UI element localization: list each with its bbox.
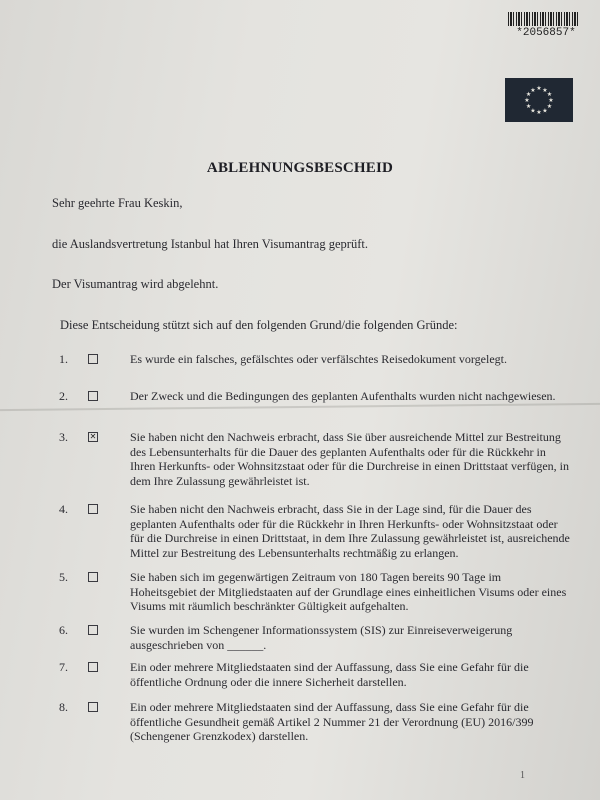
flag-star-icon: ★ [536, 110, 542, 117]
ground-number: 1. [59, 352, 68, 366]
ground-text: Der Zweck und die Bedingungen des geplanten Aufenthalts wurden nicht nachgewiesen. [130, 389, 556, 403]
ground-number: 7. [59, 660, 68, 674]
ground-text: Ein oder mehrere Mitgliedstaaten sind der Auffassung, dass Sie eine Gefahr für die öffentliche Gesundheit gemäß Artikel 2 Nummer 21 der Verordnung (EU) 2016/399 (Schengener Grenzkodex) darstellen. [130, 700, 534, 743]
flag-star-icon: ★ [530, 87, 536, 94]
flag-star-icon: ★ [525, 92, 532, 99]
flag-star-icon: ★ [524, 98, 530, 105]
ground-number: 8. [59, 700, 68, 714]
ground-checkbox [88, 354, 98, 364]
ground-text: Sie haben nicht den Nachweis erbracht, dass Sie in der Lage sind, für die Dauer des geplanten Aufenthalts oder für die Rückkehr in Ihren Herkunfts- oder Wohnsitzstaat oder für die Durchreise in einen Drittstaat, in dem Ihre Zulassung gewährleistet ist, ausreichende Mittel zur Bestreitung des Lebensunterhalts rechtmäßig zu erlangen. [130, 502, 570, 560]
ground-checkbox [88, 391, 98, 401]
ground-checkbox [88, 662, 98, 672]
paper-fold [0, 403, 600, 411]
eu-flag-icon [505, 78, 573, 122]
flag-star-icon: ★ [542, 108, 548, 115]
flag-star-icon: ★ [548, 98, 554, 105]
ground-number: 4. [59, 502, 68, 516]
ground-number: 2. [59, 389, 68, 403]
page-mark: 1 [520, 770, 525, 781]
intro-text: die Auslandsvertretung Istanbul hat Ihren Visumantrag geprüft. [52, 237, 368, 251]
ground-text: Sie haben sich im gegenwärtigen Zeitraum von 180 Tagen bereits 90 Tage im Hoheitsgebiet der Mitgliedstaaten auf der Grundlage eines einheitlichen Visums oder eines Visums mit räumlich beschränkter Gültigkeit aufgehalten. [130, 570, 567, 613]
ground-number: 5. [59, 570, 68, 584]
barcode [508, 12, 580, 26]
flag-star-icon: ★ [525, 104, 532, 111]
flag-star-icon: ★ [536, 86, 542, 93]
ground-checkbox: ✕ [89, 432, 97, 441]
ground-checkbox [88, 572, 98, 582]
decision-text: Der Visumantrag wird abgelehnt. [52, 277, 219, 291]
salutation: Sehr geehrte Frau Keskin, [52, 196, 183, 210]
ground-checkbox [88, 702, 98, 712]
flag-star-icon: ★ [530, 108, 536, 115]
ground-checkbox [88, 504, 98, 514]
ground-text: Sie haben nicht den Nachweis erbracht, dass Sie über ausreichende Mittel zur Bestreitung des Lebensunterhalts für die Dauer des geplanten Aufenthalts oder für die Rückkehr in Ihren Herkunfts- oder Wohnsitzstaat oder für die Durchreise in einen Drittstaat verfügen, in dem Ihre Zulassung gewährleistet ist. [130, 430, 569, 488]
ground-checkbox [88, 625, 98, 635]
barcode-number: *2056857* [516, 27, 576, 39]
ground-text: Sie wurden im Schengener Informationssystem (SIS) zur Einreiseverweigerung ausgeschrieben von ______. [130, 623, 513, 652]
ground-number: 3. [59, 430, 68, 444]
ground-number: 6. [59, 623, 68, 637]
flag-star-icon: ★ [542, 87, 548, 94]
flag-star-icon: ★ [546, 104, 553, 111]
ground-text: Es wurde ein falsches, gefälschtes oder verfälschtes Reisedokument vorgelegt. [130, 352, 507, 366]
flag-star-icon: ★ [546, 92, 553, 99]
grounds-heading: Diese Entscheidung stützt sich auf den folgenden Grund/die folgenden Gründe: [60, 318, 458, 332]
ground-text: Ein oder mehrere Mitgliedstaaten sind der Auffassung, dass Sie eine Gefahr für die öffentliche Ordnung oder die innere Sicherheit darstellen. [130, 660, 529, 689]
document-title: ABLEHNUNGSBESCHEID [206, 160, 394, 176]
